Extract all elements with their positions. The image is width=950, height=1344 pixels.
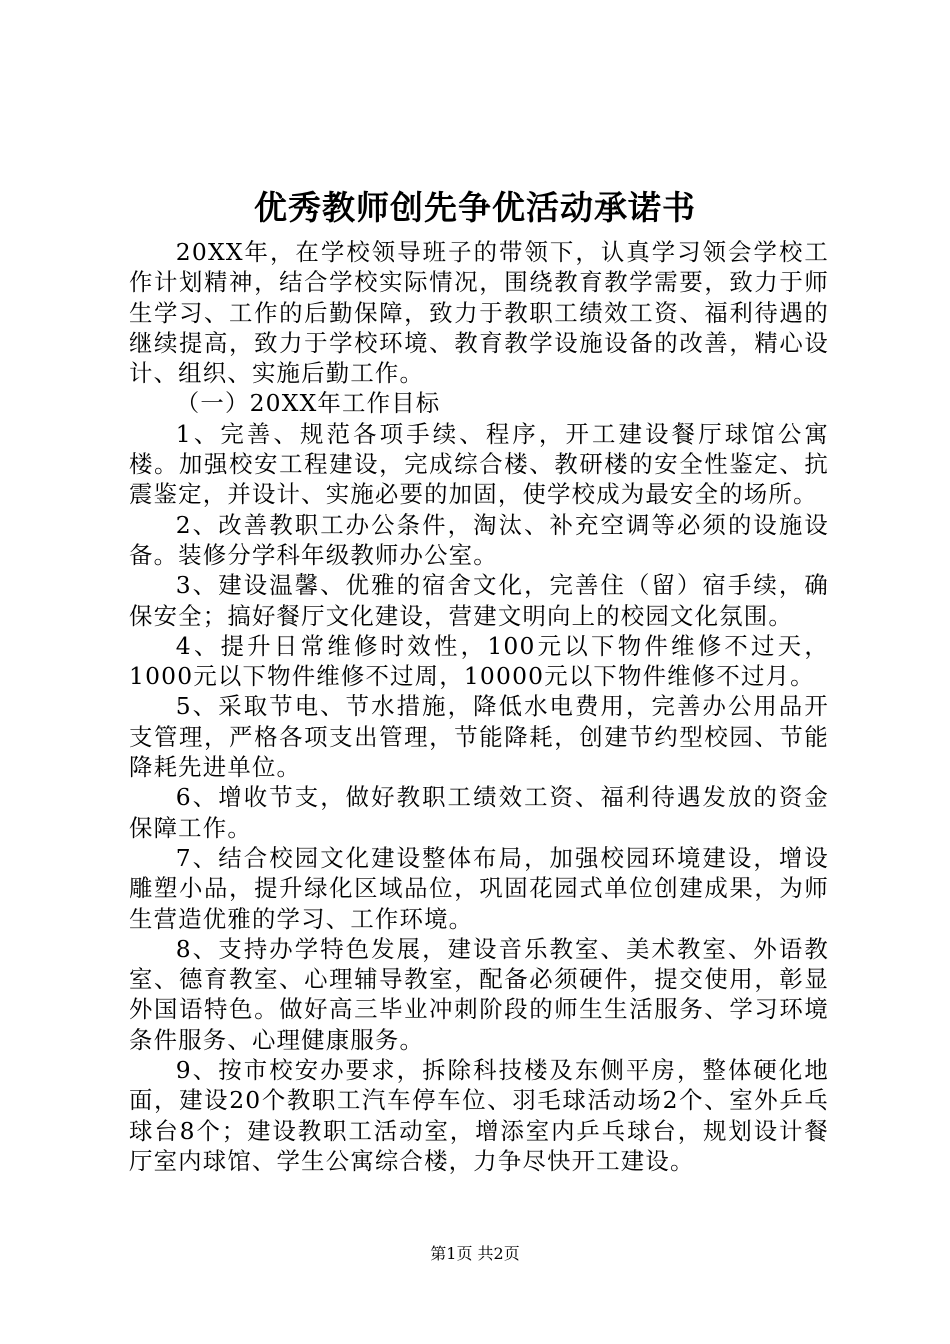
intro-paragraph: 20XX年，在学校领导班子的带领下，认真学习领会学校工作计划精神，结合学校实际情况，围绕教育教学需要，致力于师生学习、工作的后勤保障，致力于教职工绩效工资、福利待遇的继续提高，致力于学校环境、教育教学设施设备的改善，精心设计、组织、实施后勤工作。 <box>129 238 829 388</box>
page-footer: 第1页 共2页 <box>430 1244 520 1263</box>
document-body <box>129 237 829 1176</box>
goal-item-9: 9、按市校安办要求，拆除科技楼及东侧平房，整体硬化地面，建设20个教职工汽车停车位、羽毛球活动场2个、室外乒乓球台8个；建设教职工活动室，增添室内乒乓球台，规划设计餐厅室内球馆、学生公寓综合楼，力争尽快开工建设。 <box>129 1056 829 1175</box>
section-heading: （一）20XX年工作目标 <box>175 389 441 418</box>
goal-item-5: 5、采取节电、节水措施，降低水电费用，完善办公用品开支管理，严格各项支出管理，节能降耗，创建节约型校园、节能降耗先进单位。 <box>129 692 829 782</box>
goal-item-2: 2、改善教职工办公条件，淘汰、补充空调等必须的设施设备。装修分学科年级教师办公室。 <box>129 510 829 569</box>
goal-item-4: 4、提升日常维修时效性，100元以下物件维修不过天，1000元以下物件维修不过周，10000元以下物件维修不过月。 <box>129 631 829 691</box>
goal-item-3: 3、建设温馨、优雅的宿舍文化，完善住（留）宿手续，确保安全；搞好餐厅文化建设，营建文明向上的校园文化氛围。 <box>129 571 829 630</box>
goal-item-7: 7、结合校园文化建设整体布局，加强校园环境建设，增设雕塑小品，提升绿化区域品位，巩固花园式单位创建成果，为师生营造优雅的学习、工作环境。 <box>129 843 829 933</box>
goal-item-8: 8、支持办学特色发展，建设音乐教室、美术教室、外语教室、德育教室、心理辅导教室，配备必须硬件，提交使用，彰显外国语特色。做好高三毕业冲刺阶段的师生生活服务、学习环境条件服务、心理健康服务。 <box>129 934 829 1054</box>
goal-item-6: 6、增收节支，做好教职工绩效工资、福利待遇发放的资金保障工作。 <box>129 783 829 842</box>
document-title: 优秀教师创先争优活动承诺书 <box>254 188 696 227</box>
goal-item-1: 1、完善、规范各项手续、程序，开工建设餐厅球馆公寓楼。加强校安工程建设，完成综合楼、教研楼的安全性鉴定、抗震鉴定，并设计、实施必要的加固，使学校成为最安全的场所。 <box>129 419 829 509</box>
